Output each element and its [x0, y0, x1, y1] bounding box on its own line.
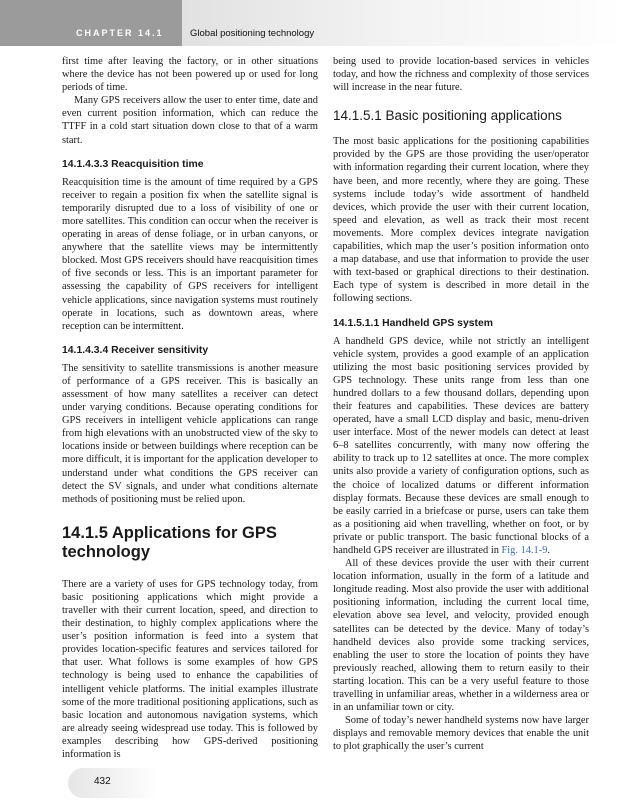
page-number: 432	[94, 776, 111, 787]
paragraph: All of these devices provide the user with their current location information, usually in the form of a latitude and longitude reading. Most also provide the user with additional positioning information, including the current local time, elevation above sea level, and velocity, provided enough satellites can be detected by the device. Many of today’s handheld devices also provide some tracking services, enabling the user to store the location of points they have previously reached, allowing them to return easily to their starting location. This can be a very useful feature to those travelling in unfamiliar areas, whether in a wilderness area or in an unfamiliar town or city.	[333, 558, 589, 714]
paragraph: Reacquisition time is the amount of time required by a GPS receiver to regain a position fix when the satellite signal is temporarily disrupted due to a loss of visibility of one or more satellites. This condition can occur when the receiver is operating in areas of dense foliage, or in urban canyons, or anywhere that the satellite views may be intermittently blocked. Most GPS receivers should have reacquisition times of five seconds or less. This is an important parameter for assessing the capability of GPS receivers for intelligent vehicle applications, since navigation systems must routinely operate in locations, such as downtown areas, where reception can be intermittent.	[62, 176, 318, 332]
heading-reacquisition-time: 14.1.4.3.3 Reacquisition time	[62, 158, 204, 170]
paragraph: being used to provide location-based services in vehicles today, and how the richness and complexity of those services will increase in the near future.	[333, 56, 589, 94]
heading-receiver-sensitivity: 14.1.4.3.4 Receiver sensitivity	[62, 344, 209, 356]
heading-basic-positioning: 14.1.5.1 Basic positioning applications	[333, 108, 562, 124]
header-band	[182, 0, 626, 46]
right-column	[333, 55, 589, 754]
page-number-tab	[68, 768, 158, 798]
page-footer	[68, 768, 188, 798]
heading-applications: 14.1.5 Applications for GPS technology	[62, 523, 277, 561]
figure-reference-link[interactable]: Fig. 14.1-9	[501, 545, 548, 556]
paragraph-text: .	[547, 545, 551, 556]
paragraph: Some of today’s newer handheld systems now have larger displays and removable memory devices that enable the unit to plot graphically the user’s current	[333, 715, 589, 753]
left-column	[62, 55, 318, 761]
paragraph: Many GPS receivers allow the user to enter time, date and even current position information, which can reduce the TTFF in a cold start situation down close to that of a warm start.	[62, 95, 318, 146]
chapter-title: Global positioning technology	[190, 28, 315, 39]
running-header	[0, 0, 626, 46]
paragraph: The sensitivity to satellite transmissions is another measure of performance of a GPS receiver. This is basically an assessment of how many satellites a receiver can detect under varying conditions. Because operating conditions for GPS receivers in intelligent vehicle applications can range from high elevations with an unobstructed view of the sky to locations inside or between buildings where reception can be more difficult, it is important for the application developer to understand under what conditions the GPS receiver can detect the SV signals, and under what conditions alternate methods of positioning must be relied upon.	[62, 362, 318, 505]
paragraph: There are a variety of uses for GPS technology today, from basic positioning applications which might provide a traveller with their current location, speed, and direction to their destination, to highly complex applications where the user’s position information is feed into a system that provides location-specific features and services tailored for that user. What follows is some examples of how GPS technology is being used to enhance the capabilities of intelligent vehicle platforms. The initial examples illustrate some of the more traditional positioning applications, such as basic location and autonomous navigation systems, which are already seeing widespread use today. This is followed by examples describing how GPS-derived positioning information is	[62, 578, 318, 761]
paragraph: The most basic applications for the positioning capabilities provided by the GPS are those providing the user/operator with information regarding their current location, where they have been, and more recently, where they are going. These systems include today’s wide assortment of handheld devices, which provide the user with their current location, speed and elevation, as well as track their most recent movements. More complex devices integrate navigation capabilities, which map the user’s position information onto a map database, and use that information to provide the user with text-based or graphical directions to their destination. Each type of system is described in more detail in the following sections.	[333, 136, 589, 305]
heading-handheld-gps: 14.1.5.1.1 Handheld GPS system	[333, 317, 493, 329]
paragraph	[333, 335, 589, 558]
chapter-label: CHAPTER 14.1	[76, 28, 164, 38]
chapter-tab	[0, 0, 182, 46]
paragraph: first time after leaving the factory, or in other situations where the device has not been powered up or used for long periods of time.	[62, 56, 318, 94]
paragraph-text: A handheld GPS device, while not strictly an intelligent vehicle system, provides a good example of an application utilizing the most basic positioning services provided by GPS technology. These units range from less than one hundred dollars to a few thousand dollars, depending upon their features and capabilities. These devices are battery operated, have a small LCD display and basic, menu-driven user interface. Most of the newer models can detect at least 6–8 satellites concurrently, with many now offering the ability to track up to 12 satellites at once. The more complex units also provide a variety of configuration options, such as the choice of localized datums or different information display formats. Because these devices are small enough to be easily carried in a briefcase or purse, users can take them as a positioning aid when travelling, whether on foot, or by private or public transport. The basic functional blocks of a handheld GPS receiver are illustrated in	[333, 335, 589, 556]
